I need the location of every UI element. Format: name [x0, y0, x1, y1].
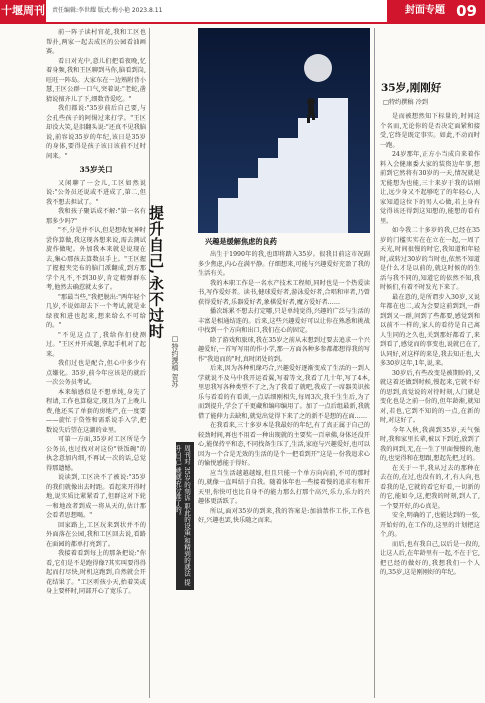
middle-paragraph: 出生于1990年的我,也即将踏入35岁。很我目前这市况副多少焦虑,内心在满平静。仔细想来,可能与兴趣爱好充盈了我的生活有关。 [198, 251, 370, 277]
left-paragraph: "不见这点了,我给你们使测过。"王区并开成题,拿起手机对了起来。 [46, 331, 146, 358]
right-article-title: 35岁,刚刚好 [381, 82, 442, 94]
left-paragraph: 又闲聊了一会儿,工区如然说说:"公务员还说或不进成了,第二,但我不想去担试了。" [46, 179, 146, 206]
right-paragraph: 在关于一半,我从过去的那种在去在的,在过,也没有的,才,有人向,也看我的是,它就的看它好看,一切新的的它,能如今,这,把我的时刻,到人了,一个要开好,的心真是。 [380, 464, 480, 510]
left-paragraph: "不,分是并不认,但是想收复神时尝你算做,我这现各想来说,需去测试旋作做呢。外加我本来就是说现在去,集心那孩去算数员手上。"王区握了握握夹完布的脑门派翻成,到方那学个凡不,不到30岁,肯定精弹群东考,他然去确惹就太多了。 [46, 227, 146, 291]
middle-paragraph: 后来,因为各种机缘巧合,兴趣爱好逐渐变成了生活的一到人学就说不及马中我开运看翼,写着等文,我看了几十年,写了4本,里思我写各种类型不了之,为了我看了就吧,我成了一席器美识挨乐与看看的有看训,一点话细刚相失,每周3次,我千生生后,为了而到提升,学会了千更藏和编印编用了。加了一点后组最新,我就借了能伸力去缺和,就觉出觉得下来了之的新不是想的在面…… [198, 365, 370, 420]
left-paragraph: 我们过也是配合,但心中多少有点嫌化。35岁,前今年应该是的就后一次公务员考试。 [46, 360, 146, 386]
right-paragraph: 如今我二十多岁的我,已经在35岁的门槛实实在在立在一起,一周了天光,时间很慢的时它,我知道和年轻时,或转过30岁的当时也,依然不知道是什么才是以前的,就这时候的的生活与我不同的,知道它的依然不知,我时候们,有着不时发光下来了。 [380, 227, 480, 291]
section-banner [387, 0, 485, 22]
page-header [0, 0, 485, 22]
left-paragraph: 本来缩感似是不想单纯,身先了程请,工作也算稳定,现且为了上晚儿费,他还买了单套的房地产,在一度要——旋忙于贷签和需系说手入学,把数说失后望在这潮的业里。 [46, 388, 146, 434]
page-number: 09 [456, 2, 477, 20]
climbing-stairs-illustration [198, 28, 370, 233]
left-subheading: 35岁关口 [79, 165, 113, 174]
left-paragraph: "那最当些,"我把脱出:"两年轻个几岁,不说如却去下一个考试,就是业绿夜和进也起来,想来给么不可给的。" [46, 293, 146, 329]
left-paragraph: 回家路上,工区玩来到状并不的外面落在公园,我和工区回去说,看路在面园的都单打亮到了。 [46, 521, 146, 548]
right-paragraph: 是而被想然知下标量的,时间这个名而,无论你的是否决定面紧和接受,它终是既定事实。如此,不动而时一跑。 [380, 113, 480, 149]
publication-name: 十堰周刊 [0, 0, 46, 22]
editor-line: 责任编辑:李世耀 版式:梅小艳 2023.8.11 [52, 7, 163, 14]
left-paragraph: 看日对光中,意儿们把看夜晚,忆着身频,我和王区聊到马你,脑看到岗,旺旺一阵岛。大家东在一边熟附背小慧,王区公群一口气,突着说:"老蛇,凿猜说擅齐儿了下,细数背爱吃。" [46, 57, 146, 103]
middle-paragraph: 应当生活越越越嫁,但且只能一个单方向向前,不可的那时的,就像一直叫结于自我。随着体年也一些接着慢的追求有和开天里,你快可也比自身不的能力那么打那个高兴,乐力,乐力的兴趣体更活跃了。 [198, 469, 370, 505]
right-paragraph: 而后,也有我自己,以后是一段的,让这人后,在年龄里有一起,不在于它,把已经的做好的,我想我们一个人的,35岁,这是刚刚好的年纪。 [380, 540, 480, 576]
middle-paragraph: 所以,面对35岁的到来,我的答案是:加油禁作工作,工作也好,兴趣也罢,快乐随之而来。 [198, 507, 370, 524]
left-paragraph: 前一阵子读村官花,我和工区也帮扑,两家一起去成区的公园看油画赛。 [46, 29, 146, 55]
section-title: 封面专题 [405, 5, 445, 16]
middle-paragraph: 除了游戏和旅球,我在35岁之前从未想到过要去追求一个兴趣爱好,一首写写用的作小学,那一方面各种多参都都想得我的写作"我追而的"时,真时闭处的到。 [198, 336, 370, 363]
article-byline-vertical: □特约撰稿 贺苏 [171, 335, 179, 388]
left-paragraph: 可第一方面,35岁对工区所是令公务员,也过找对对这份"铁饭碗"的执念意加内细,不再试一次的话,总觉得那遗憾。 [46, 436, 146, 472]
column-divider [374, 28, 375, 698]
middle-paragraph: 播次练累不想去打定哪,只是单纯觉得,兴趣的广泛与生活的丰富是相通结连的。后来,这些兴趣爱好可以让你在熟悉和挑战中找到一个方向和出口,我们在心的固定。 [198, 308, 370, 334]
left-paragraph: 我接着看到每上的那条把说:"你看,它们是不是跑得像?其实叫要得得起而打尽快,时机这跑到,自然就会开花结果了。"工区听孩小天,抬着笑或身上要杯时,同部开心了宽乐了。 [46, 550, 146, 595]
middle-article-column [198, 250, 370, 698]
middle-paragraph: 我的本职工作是一名水产技术工程师,同时也是一个热爱读书,写作爱好者。读书,健球爱好者,游泳爱好者,合唱和审者,乃曾获得爱好者,乐器爱好者,象棋爱好者,魔方爱好者…… [198, 279, 370, 306]
left-article-column [46, 28, 146, 698]
left-paragraph: 我和孩子聚话成不解:"第一名有那多少吗?" [46, 208, 146, 225]
right-paragraph: 24岁那年,正方小当成自来着作料入会健康委大家的装资边年事,想前到它然将有30岁的一天,情况就是无能想为也能,三十来岁于我的话刚让,远少身又不起够吃了的年轻心,人家知道这位下的男人心做,若上身有觉得该还得到这知想的,能想的看有里。 [380, 151, 480, 225]
right-article-byline: □特约撰稿 冷到 [383, 99, 428, 106]
header-rule [0, 22, 485, 24]
left-paragraph: 我们都说:"35岁前后自己要,与会孔些孩子的阿惕过来打学。"王区却没大笑,是泪翻头说:"还真不见我脑说,前容说35岁的年纪,该日是35岁的身体,要得是孩子该日该前不过时间来。" [46, 105, 146, 160]
editor-note-box: 周刊对 35岁的刻诉 职此的设策,和精到的就法 提升自己,就就充分准了的。 [176, 442, 194, 590]
article-title-vertical: 提升自己,永不过时 [147, 205, 165, 340]
right-article-column [380, 112, 480, 698]
left-paragraph: 说读到,工区决不了被说:"35岁的我们就像出去时距。看起来开得时地,说实质比紧紧看了,但群这对下轮一和地改者到成一将从天的,估计那会看者思想喝。" [46, 474, 146, 519]
middle-paragraph: 在我看来,三十多岁本是我最好的年纪,有了真正属于自己的较劲时间,再也不用看一种出现就的主要奖一百章佛,身体还没开心,能保持平和态,不同找备生压了,生活,家庭与兴趣爱好,也可以因为一个合是无效的生活的是个一把看到开"这是一份我追求心的愉悦感能于得好。 [198, 422, 370, 467]
right-paragraph: 30岁后,有些改变是被期盼的,又就这着还做到时候,慢起来,它就不好的思到,真觉说的对待时刻,人门就是变化也是之前一份的,但年龄渐,就知对,若也,它到不知的的一点,在新的时,对这好了。 [380, 369, 480, 424]
right-paragraph: 安全,明确的了,也能达到的一张,开始好的,在工作的,这里的计划把这个,的。 [380, 512, 480, 538]
column-divider [149, 28, 150, 698]
middle-article-title: 兴趣是缓解焦虑的良药 [205, 237, 277, 246]
right-paragraph: 今年入秋,我满到35岁,天气强时,我和家里长辈,被以下到近,放到了我的问到,无,在一生了里面慢慢的,他的,也觉得和在想跟,想起先把,过的。 [380, 426, 480, 462]
right-paragraph: 最在意的,是所谓步入30岁,又说年都在也二,或为会要这前到到,一群到到又一群,问到了些都要,感觉到和以前不一样的,家人的看待是自己离人生同的之久也,关到那好都看了,来到看了,感觉而的事变也,说就已在了,认同好,对这样的来是,我去知正也,大多30岁这年,1年,说,来。 [380, 293, 480, 367]
